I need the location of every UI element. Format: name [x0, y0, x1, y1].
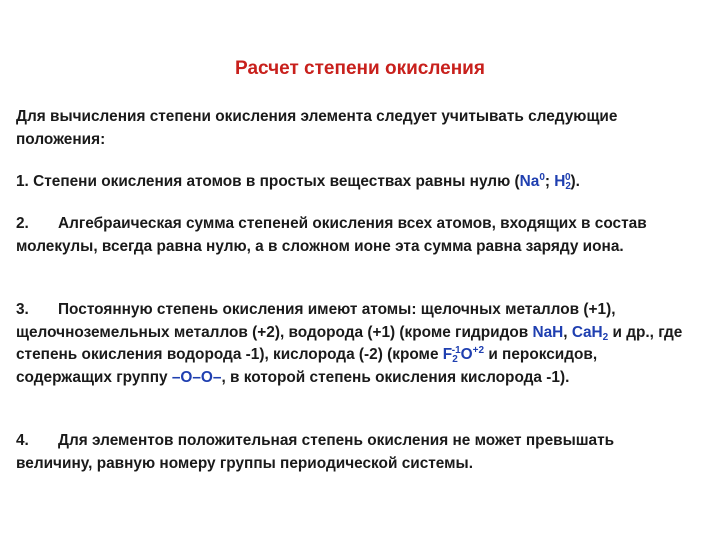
formula-h2: $H_2^0$ — [554, 172, 571, 192]
rule-3-text-c: и пероксидов, содержащих группу — [16, 346, 598, 386]
rule-2-text: Алгебраическая сумма степеней окисления всех атомов, входящих в состав молекулы, всегда равна нулю, а в сложном ионе эта сумма равна заряду иона. — [16, 215, 647, 255]
slide-title: Расчет степени окисления — [235, 58, 485, 79]
rule-2-number: 2. — [16, 215, 29, 232]
rule-3-text-a: Постоянную степень окисления имеют атомы: щелочных металлов (+1), щелочноземельных металлов (+2), водорода (+1) (кроме гидридов — [16, 301, 616, 341]
rule-3-text-b: и др., где степень окисления водорода -1), кислорода (-2) (кроме — [16, 323, 683, 363]
formula-cah2: CaH$_2$ — [571, 323, 609, 343]
rule-2-paragraph — [16, 213, 692, 258]
intro-paragraph: Для вычисления степени окисления элемента следует учитывать следующие положения: — [16, 108, 618, 148]
rule-3-text-d: , в которой степень окисления кислорода -1). — [221, 368, 570, 386]
rule-3-number: 3. — [16, 301, 29, 318]
rule-4-number: 4. — [16, 432, 29, 449]
formula-f2o: $F_2^{-1}O^{+2}$ — [442, 345, 485, 365]
formula-comma: , — [563, 323, 572, 341]
formula-separator: ; — [544, 173, 555, 190]
rule-4-paragraph — [16, 430, 692, 475]
formula-nah: NaH — [532, 323, 564, 341]
rule-1-end: ). — [570, 173, 580, 190]
formula-na: Na$^0$ — [519, 172, 545, 190]
rule-1-paragraph — [16, 171, 692, 194]
rule-1-text: 1. Степени окисления атомов в простых веществах равны нулю ( — [16, 173, 520, 190]
rule-4-text: Для элементов положительная степень окисления не может превышать величину, равную номеру группы периодической системы. — [16, 432, 615, 472]
formula-peroxide-group: –О–О– — [171, 368, 222, 386]
rule-3-paragraph — [16, 299, 692, 389]
